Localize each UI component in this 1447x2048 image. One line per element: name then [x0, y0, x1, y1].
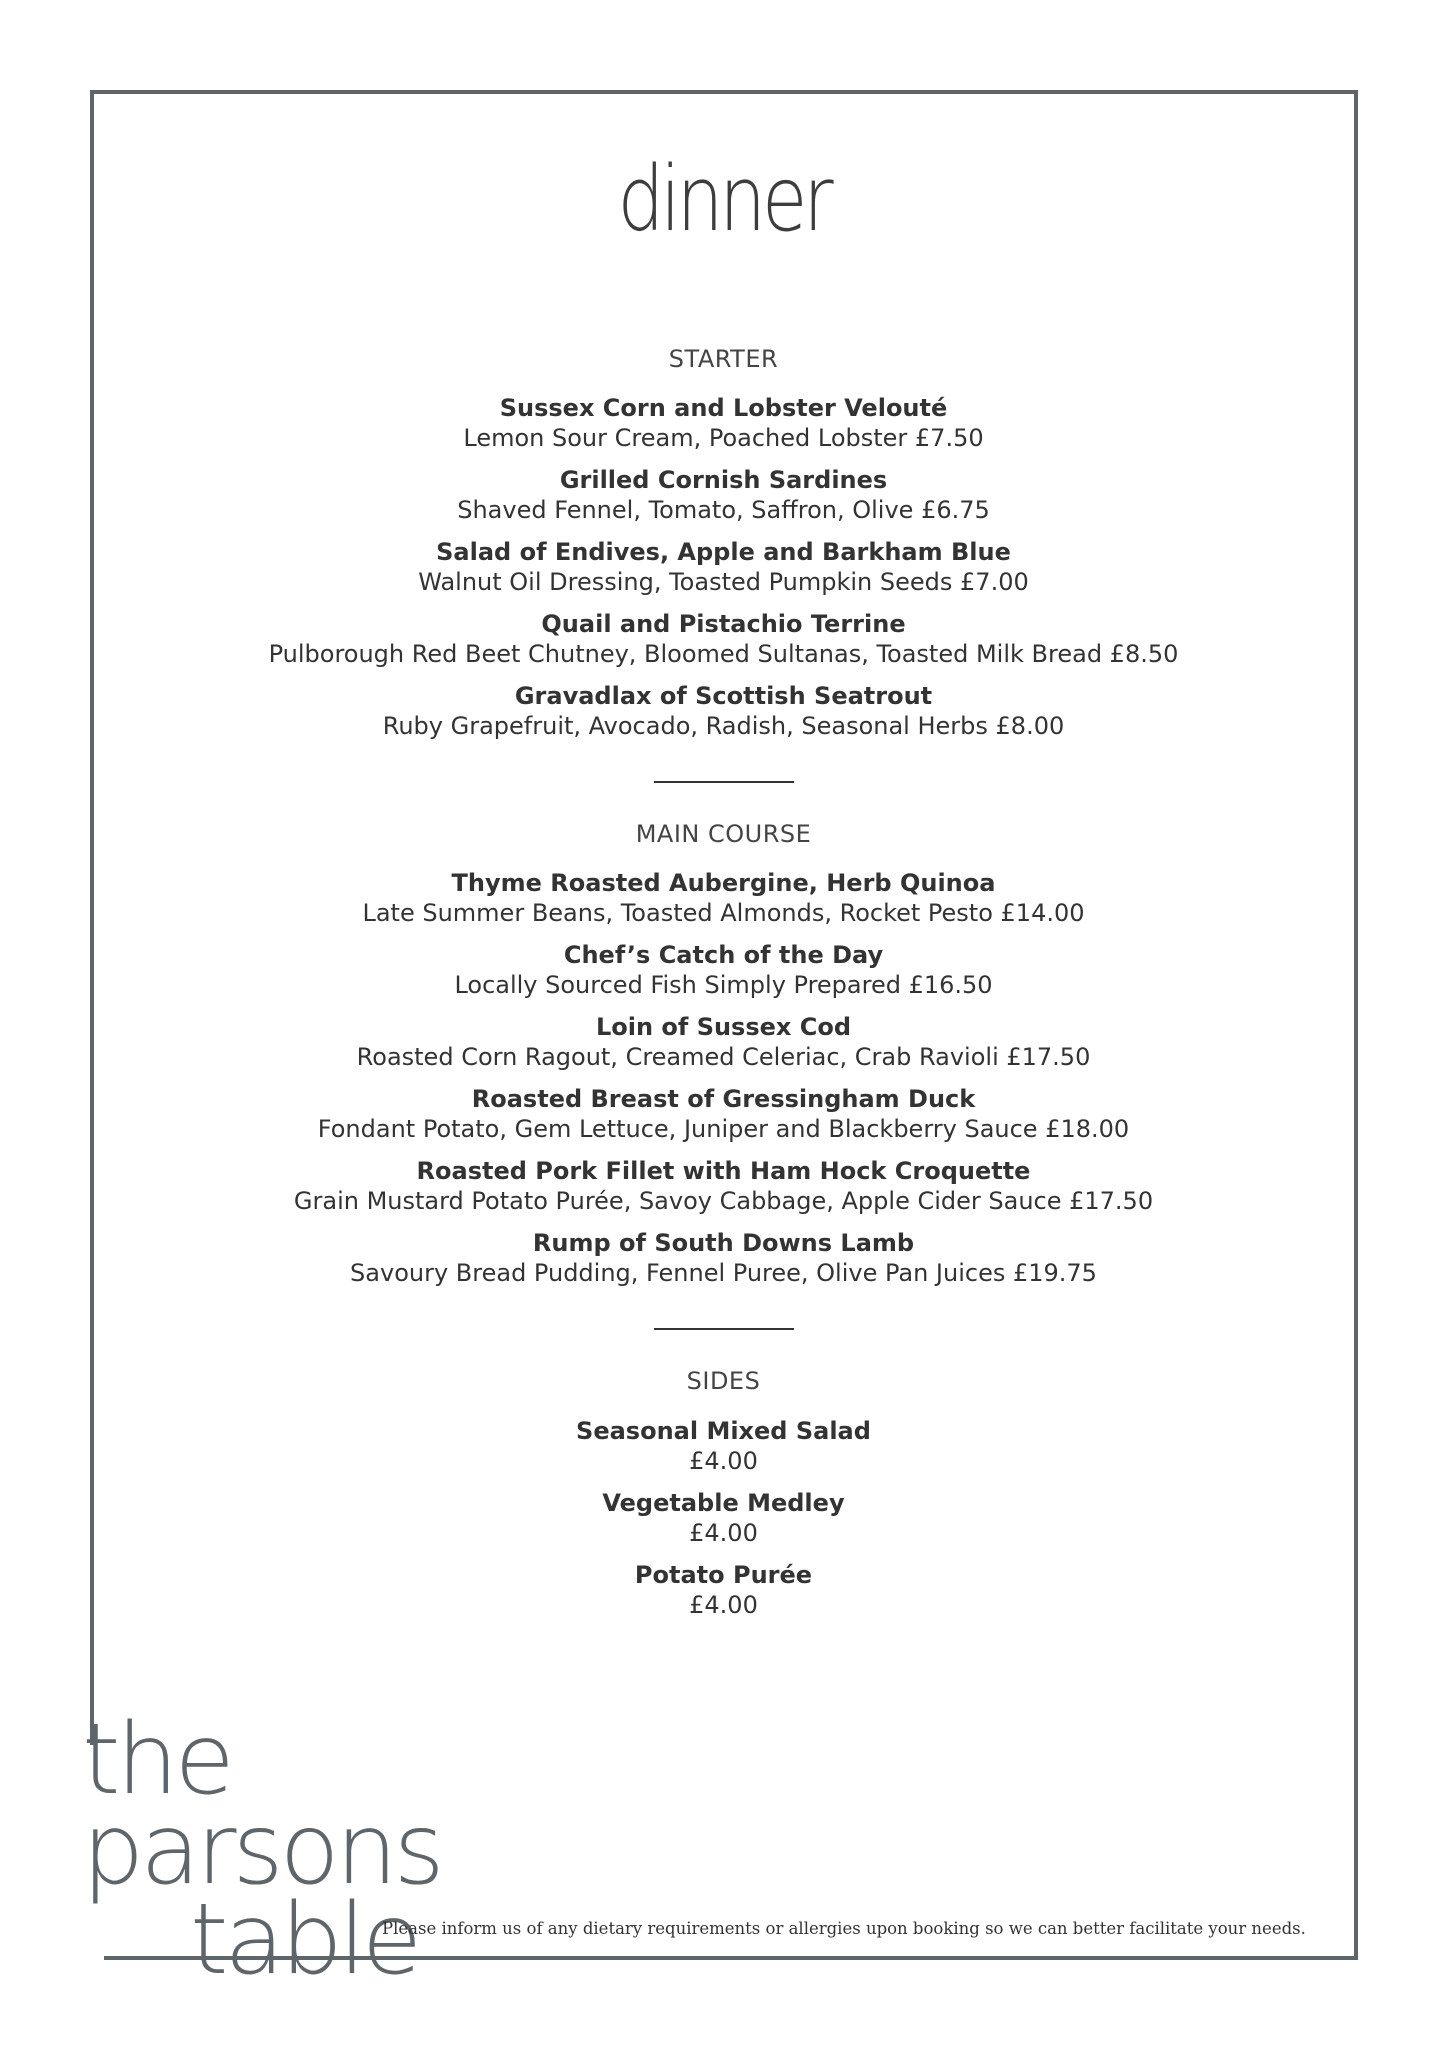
dish-detail: Grain Mustard Potato Purée, Savoy Cabbage, Apple Cider Sauce £17.50: [293, 1187, 1154, 1216]
dish-price: £4.00: [689, 1518, 758, 1547]
dish-name: Quail and Pistachio Terrine: [541, 610, 906, 639]
restaurant-logo: [82, 1703, 441, 1998]
dietary-notice: Please inform us of any dietary requirements or allergies upon booking so we can better facilitate your needs.: [382, 1919, 1306, 1938]
dish-name: Thyme Roasted Aubergine, Herb Quinoa: [451, 869, 996, 898]
menu-item: [150, 393, 1297, 453]
dish-name: Potato Purée: [634, 1560, 813, 1589]
dish-name: Rump of South Downs Lamb: [532, 1229, 915, 1258]
dish-detail: Pulborough Red Beet Chutney, Bloomed Sultanas, Toasted Milk Bread £8.50: [268, 640, 1179, 669]
menu-title: dinner: [617, 147, 830, 252]
dish-name: Sussex Corn and Lobster Velouté: [499, 394, 948, 423]
section-heading: SIDES: [686, 1367, 761, 1396]
menu-item: [150, 940, 1297, 1000]
dish-detail: Walnut Oil Dressing, Toasted Pumpkin Seeds £7.00: [418, 568, 1029, 597]
dish-detail: Roasted Corn Ragout, Creamed Celeriac, Crab Ravioli £17.50: [356, 1043, 1091, 1072]
menu-item: [150, 681, 1297, 741]
dish-detail: Ruby Grapefruit, Avocado, Radish, Seasonal Herbs £8.00: [382, 712, 1065, 741]
menu-item: [150, 1012, 1297, 1072]
section-divider: [654, 781, 794, 783]
menu-item: [150, 1084, 1297, 1144]
dish-price: £4.00: [689, 1590, 758, 1619]
dish-name: Roasted Pork Fillet with Ham Hock Croquette: [416, 1157, 1031, 1186]
dish-detail: Fondant Potato, Gem Lettuce, Juniper and Blackberry Sauce £18.00: [317, 1115, 1130, 1144]
dish-name: Loin of Sussex Cod: [595, 1013, 852, 1042]
dish-detail: Lemon Sour Cream, Poached Lobster £7.50: [463, 424, 984, 453]
section-divider: [654, 1328, 794, 1330]
dish-name: Salad of Endives, Apple and Barkham Blue: [436, 538, 1011, 567]
dish-name: Grilled Cornish Sardines: [559, 466, 888, 495]
menu-item: [150, 1560, 1297, 1620]
logo-line-parsons: parsons: [82, 1793, 441, 1908]
dish-name: Roasted Breast of Gressingham Duck: [471, 1085, 976, 1114]
dish-name: Seasonal Mixed Salad: [576, 1416, 871, 1445]
logo-line-table: table: [190, 1883, 419, 1998]
section-sides: [150, 1366, 1297, 1619]
menu-item: [150, 537, 1297, 597]
menu-body: [150, 344, 1297, 1632]
dish-detail: Late Summer Beans, Toasted Almonds, Rocket Pesto £14.00: [362, 899, 1085, 928]
menu-item: [150, 1228, 1297, 1288]
menu-item: [150, 609, 1297, 669]
dish-price: £4.00: [689, 1446, 758, 1475]
menu-item: [150, 1416, 1297, 1476]
dish-detail: Savoury Bread Pudding, Fennel Puree, Olive Pan Juices £19.75: [350, 1259, 1097, 1288]
dish-name: Chef’s Catch of the Day: [563, 941, 884, 970]
menu-item: [150, 868, 1297, 928]
section-heading: STARTER: [668, 345, 779, 373]
section-heading: MAIN COURSE: [635, 820, 812, 849]
menu-item: [150, 1488, 1297, 1548]
section-main-course: [150, 819, 1297, 1288]
menu-item: [150, 465, 1297, 525]
dish-name: Vegetable Medley: [602, 1488, 845, 1517]
menu-item: [150, 1156, 1297, 1216]
dish-detail: Locally Sourced Fish Simply Prepared £16.50: [454, 971, 993, 1000]
dish-name: Gravadlax of Scottish Seatrout: [514, 682, 933, 711]
dish-detail: Shaved Fennel, Tomato, Saffron, Olive £6.75: [457, 496, 990, 525]
section-starter: [150, 344, 1297, 741]
logo-line-the: the: [82, 1703, 231, 1817]
